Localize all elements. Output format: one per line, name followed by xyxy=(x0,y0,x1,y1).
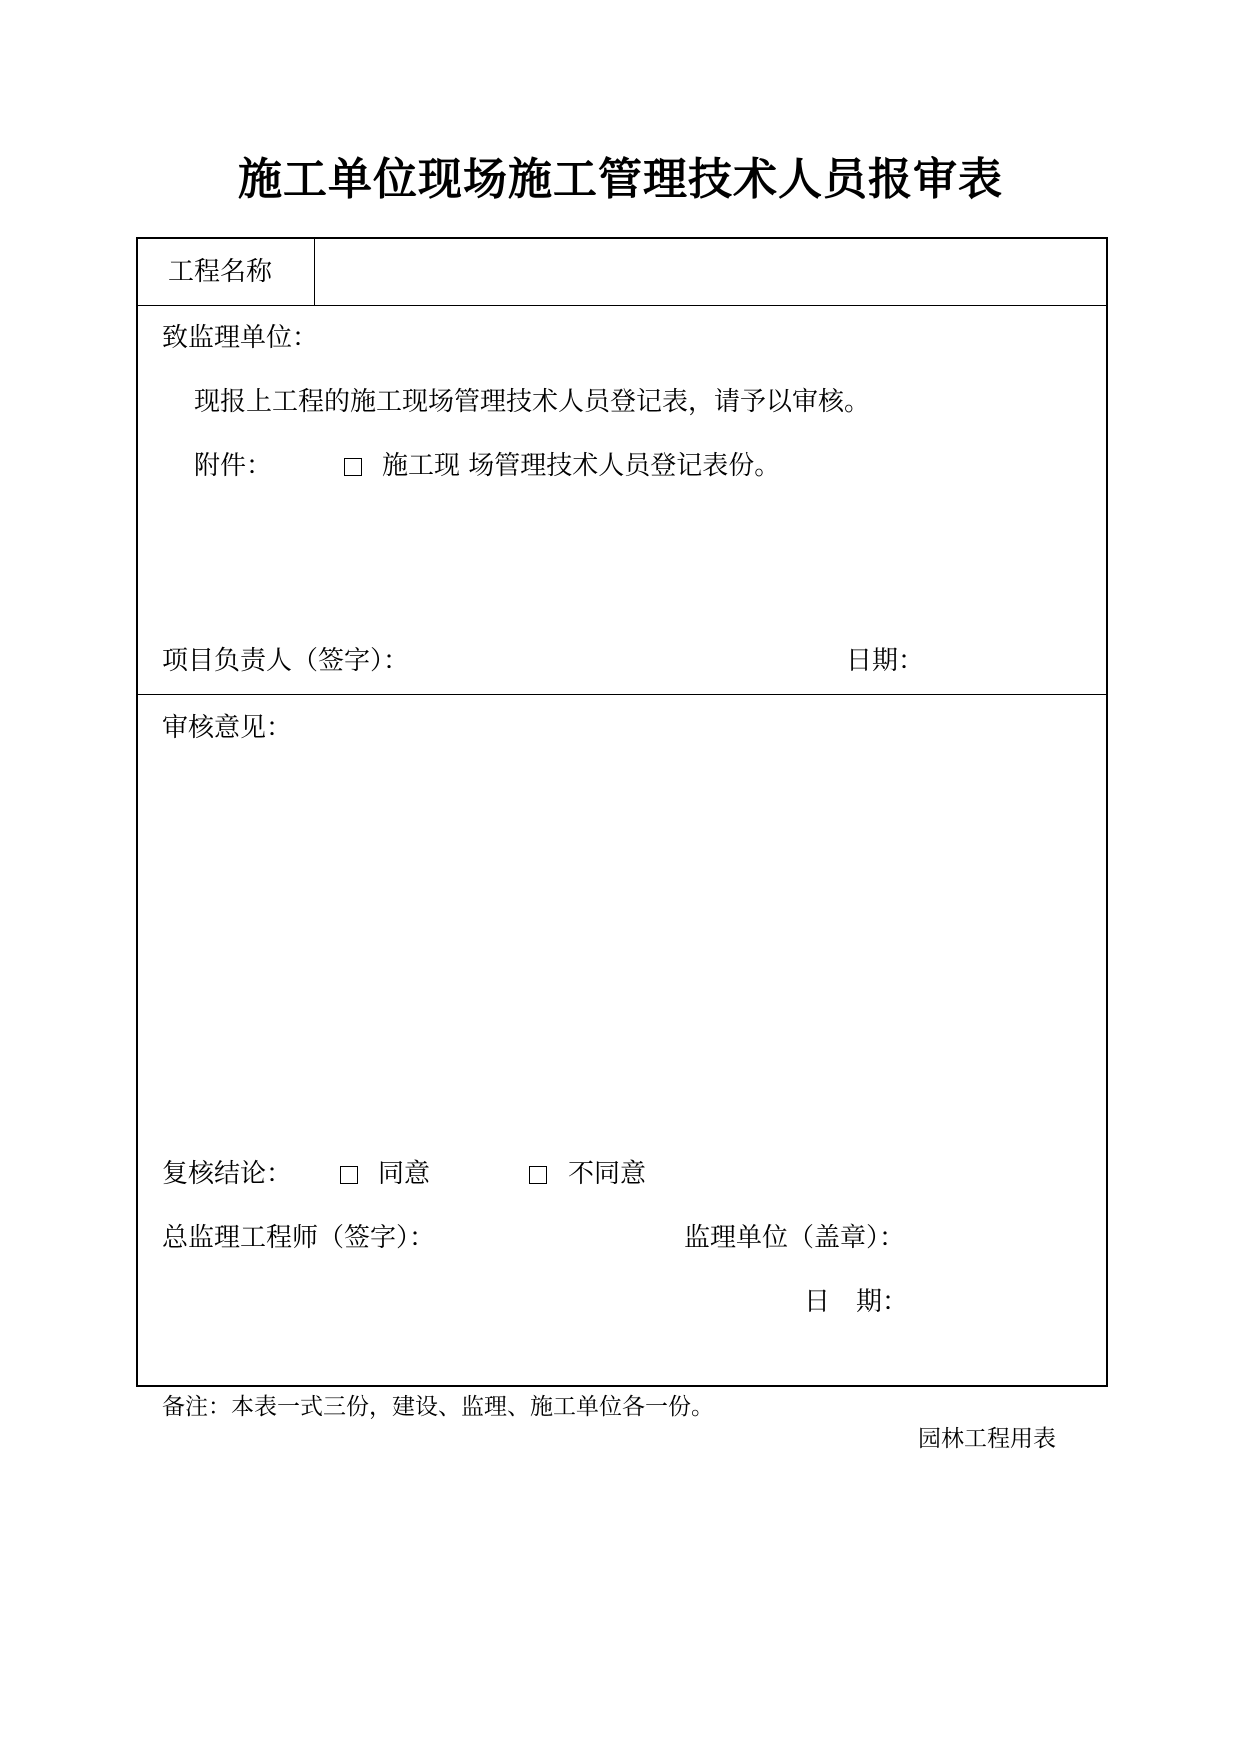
project-name-label: 工程名称 xyxy=(168,257,273,287)
date-label-submission: 日期： xyxy=(846,646,925,676)
row-divider-1 xyxy=(138,305,1106,306)
footer-remark: 备注：本表一式三份，建设、监理、施工单位各一份。 xyxy=(162,1394,714,1420)
attachment-checkbox[interactable] xyxy=(344,458,362,476)
disagree-option-label: 不同意 xyxy=(568,1159,647,1189)
recheck-conclusion-label: 复核结论： xyxy=(162,1159,293,1189)
project-name-divider xyxy=(314,239,315,305)
agree-option-label: 同意 xyxy=(378,1159,431,1189)
form-table xyxy=(136,237,1108,1387)
attachment-item-text: 施工现 场管理技术人员登记表份。 xyxy=(382,451,781,481)
disagree-checkbox[interactable] xyxy=(529,1166,547,1184)
supervision-unit-seal-label: 监理单位（盖章）： xyxy=(684,1223,906,1253)
date-label-review: 日 期： xyxy=(804,1287,909,1317)
review-opinion-label: 审核意见： xyxy=(162,713,293,743)
agree-checkbox[interactable] xyxy=(340,1166,358,1184)
project-name-field[interactable] xyxy=(334,255,1074,289)
project-manager-sign-label: 项目负责人（签字）： xyxy=(162,646,410,676)
row-divider-2 xyxy=(138,694,1106,695)
addressee-text: 致监理单位： xyxy=(162,323,319,353)
chief-engineer-sign-label: 总监理工程师（签字）： xyxy=(162,1223,436,1253)
attachment-label: 附件： xyxy=(194,451,273,481)
form-source-label: 园林工程用表 xyxy=(918,1426,1056,1452)
statement-text: 现报上工程的施工现场管理技术人员登记表，请予以审核。 xyxy=(194,387,871,417)
page-title: 施工单位现场施工管理技术人员报审表 xyxy=(238,154,1003,205)
